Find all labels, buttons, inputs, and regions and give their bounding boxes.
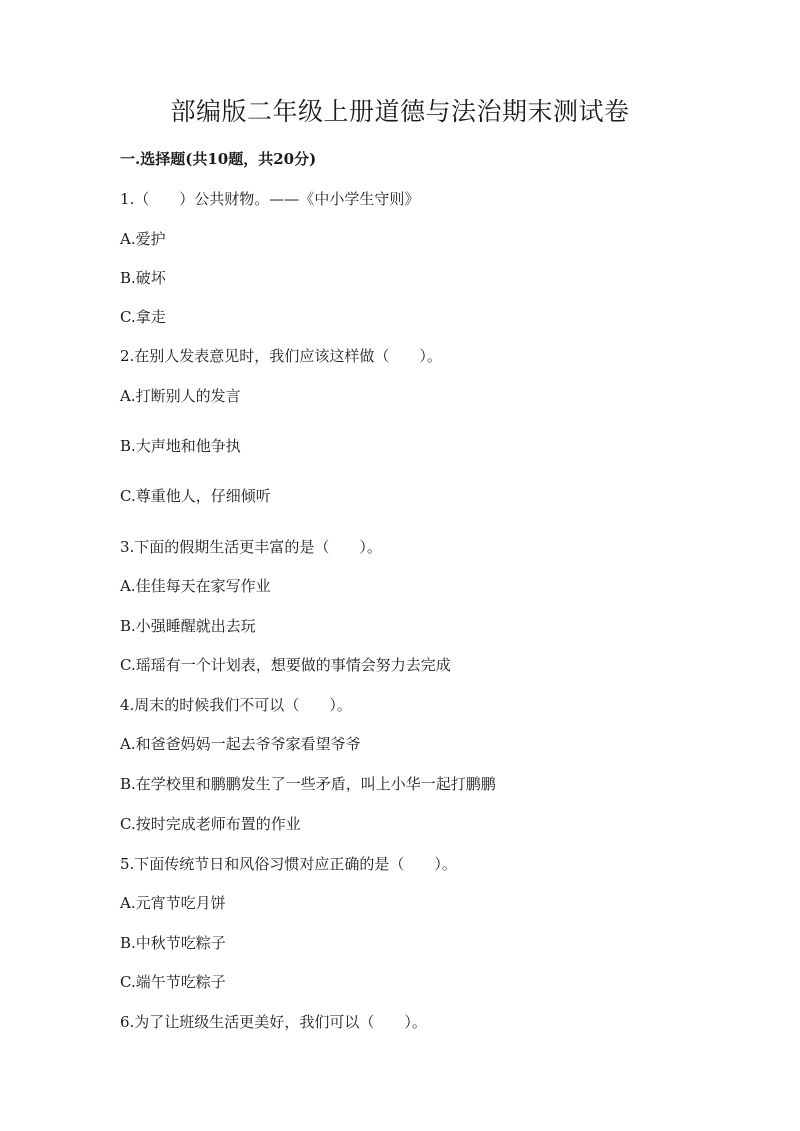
- question-4-stem: 4.周末的时候我们不可以（ ）。: [120, 696, 352, 714]
- question-5-stem: 5.下面传统节日和风俗习惯对应正确的是（ ）。: [120, 855, 457, 873]
- question-3-stem: 3.下面的假期生活更丰富的是（ ）。: [120, 538, 382, 556]
- question-4-option-b: B.在学校里和鹏鹏发生了一些矛盾，叫上小华一起打鹏鹏: [120, 775, 496, 793]
- question-2-option-b: B.大声地和他争执: [120, 437, 241, 455]
- question-1-option-c: C.拿走: [120, 308, 166, 326]
- question-3-option-c: C.瑶瑶有一个计划表，想要做的事情会努力去完成: [120, 656, 451, 674]
- question-5-option-b: B.中秋节吃粽子: [120, 934, 226, 952]
- question-5-option-c: C.端午节吃粽子: [120, 973, 226, 991]
- question-2-option-a: A.打断别人的发言: [120, 387, 241, 405]
- question-4-option-a: A.和爸爸妈妈一起去爷爷家看望爷爷: [120, 735, 361, 753]
- question-1-option-a: A.爱护: [120, 230, 166, 248]
- question-1-stem: 1.（ ）公共财物。——《中小学生守则》: [120, 190, 420, 208]
- page-title: 部编版二年级上册道德与法治期末测试卷: [170, 97, 630, 126]
- question-1-option-b: B.破坏: [120, 269, 166, 287]
- question-3-option-a: A.佳佳每天在家写作业: [120, 577, 271, 595]
- question-2-stem: 2.在别人发表意见时，我们应该这样做（ ）。: [120, 347, 442, 365]
- question-5-option-a: A.元宵节吃月饼: [120, 894, 226, 912]
- question-4-option-c: C.按时完成老师布置的作业: [120, 815, 301, 833]
- section-heading: 一.选择题(共10题，共20分): [120, 150, 317, 168]
- question-3-option-b: B.小强睡醒就出去玩: [120, 617, 256, 635]
- question-6-stem: 6.为了让班级生活更美好，我们可以（ ）。: [120, 1013, 427, 1031]
- question-2-option-c: C.尊重他人，仔细倾听: [120, 487, 271, 505]
